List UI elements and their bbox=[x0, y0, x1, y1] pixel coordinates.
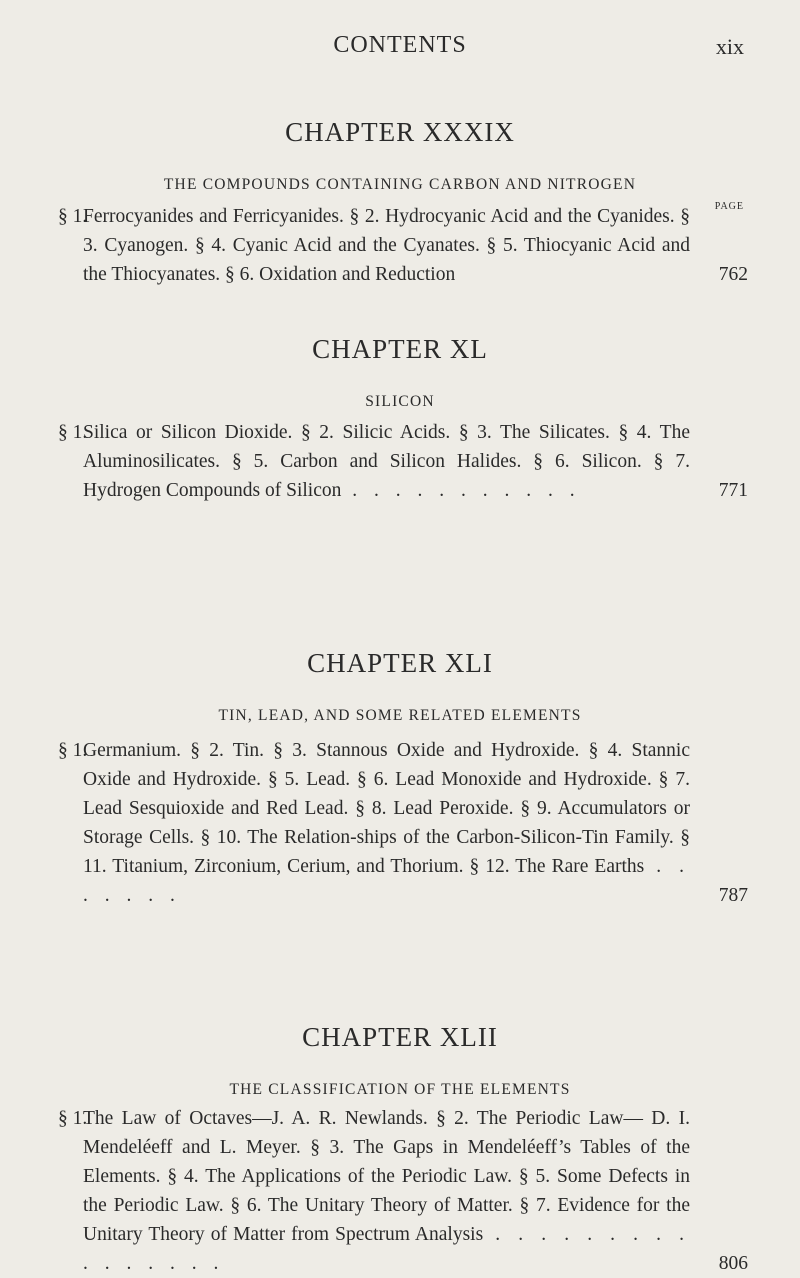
entry-page-number: 787 bbox=[718, 885, 748, 906]
page-folio: xix bbox=[715, 34, 744, 59]
running-title: CONTENTS bbox=[333, 32, 467, 58]
entry-page-number: 762 bbox=[718, 264, 748, 285]
chapter-xlii-entry bbox=[58, 1104, 748, 1278]
section-marker: § 1. bbox=[58, 740, 88, 761]
entry-text: Germanium. § 2. Tin. § 3. Stannous Oxide and Hydroxide. § 4. Stannic Oxide and Hydroxide. § 5. Lead. § 6. Lead Monoxide and Hydroxide. § 7. Lead Sesquioxide and Red Lead. § 8. Lead Peroxide. § 9. Accumulators or Storage Cells. § 10. The Relation-ships of the Carbon-Silicon-Tin Family. § 11. Titanium, Zirconium, Cerium, and Thorium. § 12. The Rare Earths . . . . . . . bbox=[83, 740, 690, 906]
chapter-subject: THE COMPOUNDS CONTAINING CARBON AND NITROGEN bbox=[163, 176, 637, 193]
chapter-xl-entry bbox=[58, 418, 748, 505]
chapter-xli-entry bbox=[58, 736, 748, 910]
entry-page-number: 806 bbox=[718, 1253, 748, 1274]
entry-text: Ferrocyanides and Ferricyanides. § 2. Hydrocyanic Acid and the Cyanides. § 3. Cyanogen. § 4. Cyanic Acid and the Cyanates. § 5. Thiocyanic Acid and the Thiocyanates. § 6. Oxidation and Reduction bbox=[83, 206, 690, 285]
section-marker: § 1. bbox=[58, 206, 88, 227]
chapter-number: CHAPTER XXXIX bbox=[285, 117, 515, 147]
section-marker: § 1. bbox=[58, 422, 88, 443]
chapter-xlii bbox=[0, 1022, 800, 1099]
entry-text: Silica or Silicon Dioxide. § 2. Silicic Acids. § 3. The Silicates. § 4. The Aluminosilicates. § 5. Carbon and Silicon Halides. § 6. Silicon. § 7. Hydrogen Compounds of Silicon . . . . . . . . . . . bbox=[83, 422, 690, 501]
chapter-subject: THE CLASSIFICATION OF THE ELEMENTS bbox=[229, 1081, 571, 1098]
chapter-subject: SILICON bbox=[365, 393, 435, 410]
chapter-number: CHAPTER XL bbox=[312, 334, 488, 364]
chapter-xl bbox=[0, 334, 800, 411]
chapter-subject: TIN, LEAD, AND SOME RELATED ELEMENTS bbox=[218, 707, 582, 724]
dot-leader: . . . . . . . . . . . . . . . . bbox=[83, 1224, 691, 1274]
chapter-xxxix bbox=[0, 117, 800, 194]
chapter-number: CHAPTER XLII bbox=[302, 1022, 498, 1052]
dot-leader: . . . . . . . . . . . bbox=[341, 480, 581, 501]
dot-leader: . . . . . . . bbox=[83, 856, 690, 906]
section-marker: § 1. bbox=[58, 1108, 88, 1129]
chapter-xli bbox=[0, 648, 800, 725]
running-head bbox=[0, 32, 800, 62]
entry-page-number: 771 bbox=[718, 480, 748, 501]
entry-text: The Law of Octaves—J. A. R. Newlands. § 2. The Periodic Law— D. I. Mendeléeff and L. Meyer. § 3. The Gaps in Mendeléeff’s Tables of the Elements. § 4. The Applications of the Periodic Law. § 5. Some Defects in the Periodic Law. § 6. The Unitary Theory of Matter. § 7. Evidence for the Unitary Theory of Matter from Spectrum Analysis . . . . . . . . . . . . . . . . bbox=[83, 1108, 691, 1274]
chapter-xxxix-entry bbox=[58, 202, 748, 289]
page-column-label: PAGE bbox=[714, 201, 744, 212]
chapter-number: CHAPTER XLI bbox=[307, 648, 493, 678]
